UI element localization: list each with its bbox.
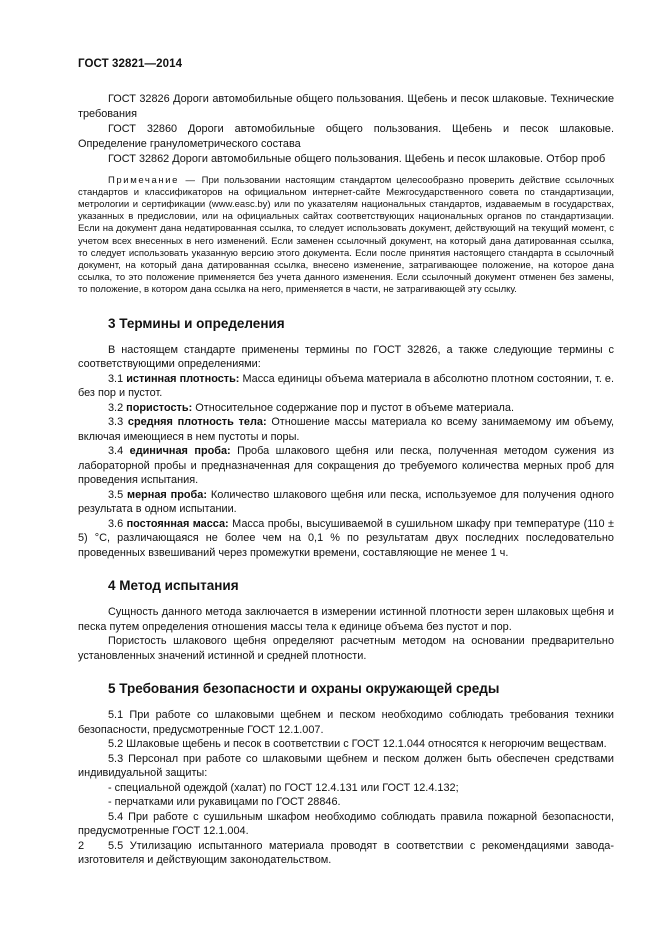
clause-5-4: 5.4 При работе с сушильным шкафом необходимо соблюдать правила пожарной безопасности, предусмотренные ГОСТ 12.1.004. bbox=[78, 810, 614, 838]
section-3-title: 3 Термины и определения bbox=[108, 315, 285, 331]
term-number: 3.3 bbox=[108, 416, 124, 429]
term-definition: Масса единицы объема материала в абсолютно плотном состоянии, т. е. без пор и пустот. bbox=[78, 372, 614, 400]
term-3-5 bbox=[78, 488, 614, 517]
section-4-title: 4 Метод испытания bbox=[108, 578, 239, 594]
note-label: Примечание — bbox=[108, 174, 197, 186]
term-number: 3.1 bbox=[108, 372, 124, 385]
list-item: - перчатками или рукавицами по ГОСТ 28846. bbox=[108, 796, 341, 809]
term-number: 3.2 bbox=[108, 401, 124, 414]
normative-references bbox=[78, 92, 614, 167]
section-5-title: 5 Требования безопасности и охраны окружающей среды bbox=[108, 681, 500, 697]
term-3-1 bbox=[78, 372, 614, 401]
reference-item: ГОСТ 32826 Дороги автомобильные общего пользования. Щебень и песок шлаковые. Технические требования bbox=[78, 93, 614, 120]
list-item: - специальной одеждой (халат) по ГОСТ 12.4.131 или ГОСТ 12.4.132; bbox=[108, 781, 459, 794]
term-name: мерная проба: bbox=[127, 488, 207, 501]
term-number: 3.6 bbox=[108, 517, 124, 530]
term-definition: Количество шлакового щебня или песка, используемое для получения одного результата в одном испытании. bbox=[78, 488, 614, 516]
term-3-6 bbox=[78, 517, 614, 561]
term-name: пористость: bbox=[126, 401, 193, 414]
reference-item: ГОСТ 32862 Дороги автомобильные общего пользования. Щебень и песок шлаковые. Отбор проб bbox=[108, 153, 606, 165]
term-definition: Отношение массы материала ко всему занимаемому им объему, включая имеющиеся в нем пустоты и поры. bbox=[78, 416, 614, 443]
document-code: ГОСТ 32821—2014 bbox=[78, 58, 183, 70]
note-paragraph bbox=[78, 175, 614, 297]
reference-item: ГОСТ 32860 Дороги автомобильные общего пользования. Щебень и песок шлаковые. Определение гранулометрического состава bbox=[78, 123, 614, 150]
term-3-3 bbox=[78, 415, 614, 444]
term-name: средняя плотность тела: bbox=[127, 416, 267, 429]
term-name: истинная плотность: bbox=[126, 372, 240, 385]
page-number: 2 bbox=[78, 840, 85, 852]
section-3-intro: В настоящем стандарте применены термины по ГОСТ 32826, а также следующие термины с соответствующими определениями: bbox=[78, 343, 614, 371]
clause-5-2: 5.2 Шлаковые щебень и песок в соответствии с ГОСТ 12.1.044 относятся к негорючим веществам. bbox=[108, 738, 607, 751]
section-4-paragraph: Сущность данного метода заключается в измерении истинной плотности зерен шлаковых щебня и песка путем определения отношения массы тела к единице объема без пустот и пор. bbox=[78, 606, 614, 633]
term-definition: Масса пробы, высушиваемой в сушильном шкафу при температуре (110 ± 5) °С, различающаяся не более чем на 0,1 % по результатам двух последних последовательно проведенных взвешиваний через промежутки времени, составляющие не менее 1 ч. bbox=[78, 517, 614, 559]
page-content bbox=[78, 92, 614, 868]
section-4-paragraph: Пористость шлакового щебня определяют расчетным методом на основании предварительно установленных значений истинной и средней плотности. bbox=[78, 635, 614, 662]
clause-5-3: 5.3 Персонал при работе со шлаковыми щебнем и песком должен быть обеспечен средствами индивидуальной защиты: bbox=[78, 752, 614, 780]
term-3-2 bbox=[78, 401, 614, 416]
term-number: 3.4 bbox=[108, 445, 124, 458]
term-name: постоянная масса: bbox=[126, 517, 229, 530]
section-5-body bbox=[78, 708, 614, 868]
term-definition: Проба шлакового щебня или песка, полученная методом сужения из лабораторной пробы и предназначенная для сокращения до требуемого количества мерных проб для проведения испытания. bbox=[78, 445, 614, 487]
term-number: 3.5 bbox=[108, 488, 124, 501]
clause-5-5: 5.5 Утилизацию испытанного материала проводят в соответствии с рекомендациями завода-изготовителя и действующим законодательством. bbox=[78, 839, 614, 867]
term-3-4 bbox=[78, 444, 614, 488]
term-name: единичная проба: bbox=[129, 445, 231, 458]
note-text: При пользовании настоящим стандартом целесообразно проверить действие ссылочных стандартов и классификаторов на официальном интернет-сайте Межгосударственного совета по стандартизации, метрологии и сертификации (www.easc.by) или по указателям национальных стандартов, издаваемым в государствах, указанных в предисловии, или на официальных сайтах соответствующих национальных органов по стандартизации. Если на документ дана недатированная ссылка, то следует использовать документ, действующий на текущий момент, с учетом всех внесенных в него изменений. Если заменен ссылочный документ, на который дана датированная ссылка, то следует использовать указанную версию этого документа. Если после принятия настоящего стандарта в ссылочный документ, на который дана датированная ссылка, внесено изменение, затрагивающее положение, на которое дана ссылка, то это положение применяется без учета данного изменения. Если ссылочный документ отменен без замены, то положение, в котором дана ссылка на него, применяется в части, не затрагивающей эту ссылку. bbox=[78, 174, 615, 296]
term-definition: Относительное содержание пор и пустот в объеме материала. bbox=[195, 401, 514, 414]
clause-5-1: 5.1 При работе со шлаковыми щебнем и песком необходимо соблюдать требования техники безопасности, предусмотренные ГОСТ 12.1.007. bbox=[78, 709, 614, 736]
